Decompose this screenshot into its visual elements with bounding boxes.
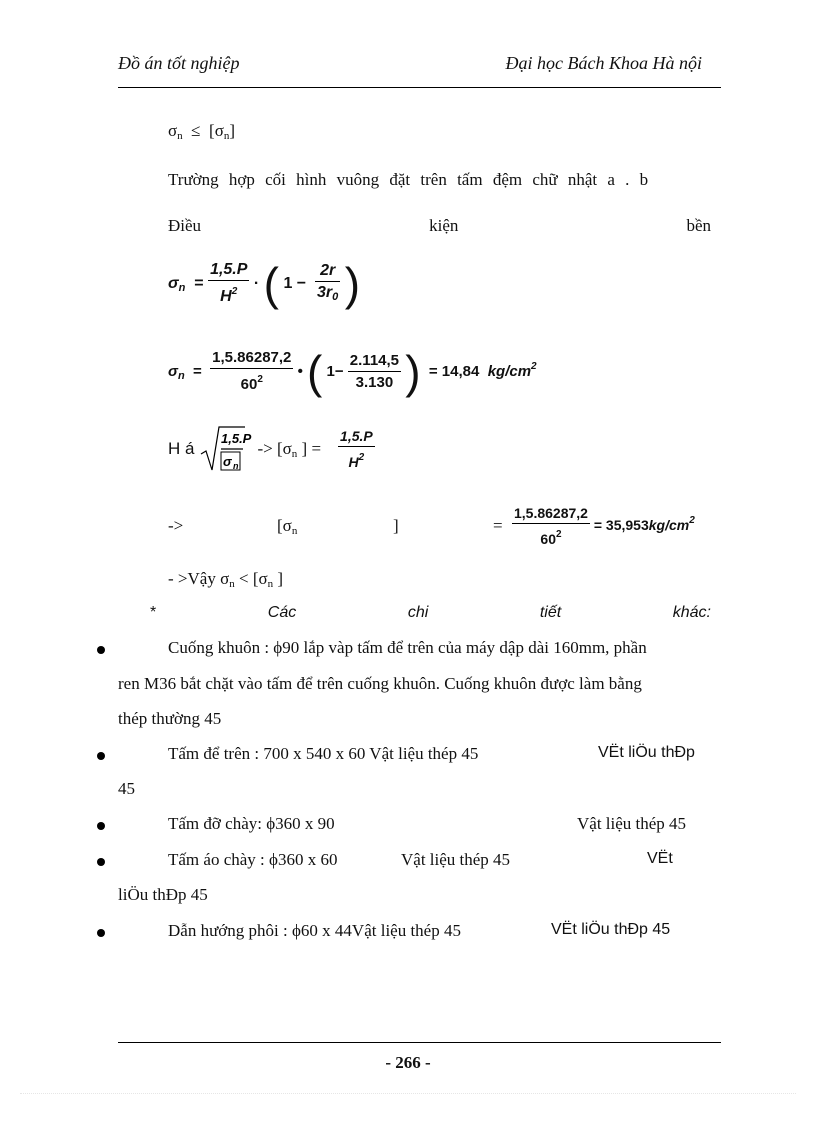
equation-allowable-stress: H á 1,5.P σ n -> [$\sigma_n$ ] = $\frac{1,5.P}{H^2}$ [168,424,375,474]
page-bottom-dotted-line [20,1093,796,1094]
other-details-heading: * Các chi tiết khác: [150,604,711,621]
sqrt-expression [199,424,252,474]
bullet-dot [97,646,105,654]
bullet-dot [97,822,105,830]
footer-rule [118,1042,721,1043]
bullet-dot [97,929,105,937]
header-right-title: Đại học Bách Khoa Hà nội [505,53,702,73]
allowable-bracket-left: [$\sigma_n$ [277,516,298,537]
equals-sign: = [493,516,503,535]
bullet-2-garbled: VËt liÖu thÐp [598,744,695,761]
allowable-bracket-right: ] [393,516,399,535]
conclusion-line: - >Vậy $\sigma_n < [\sigma_n$ ] [168,569,284,590]
sqrt-denominator: σ [222,454,232,469]
equation-stress-value: $\sigma_n$ = $\frac{1,5.86287,2}{60^2}$ • ( 1− $\frac{2.114,5}{3.130}$ ) = 14,84 $kg/cm^2$ [168,346,537,398]
bullet-dot [97,752,105,760]
bullet-4-material: Vật liệu thép 45 [401,850,511,869]
bullet-3-text: Tấm đỡ chày: ϕ360 x 90 [168,814,335,833]
bullet-4-text: Tấm áo chày : ϕ360 x 60 [168,850,338,869]
bullet-5-garbled: VËt liÖu thÐp 45 [551,921,671,938]
bullet-1-line-3: thép thường 45 [118,709,222,728]
bullet-2-continuation: 45 [118,779,135,798]
bullet-dot [97,858,105,866]
bullet-2-text: Tấm để trên : 700 x 540 x 60 Vật liệu thép 45 [168,744,479,763]
word-dieu: Điều [168,216,202,235]
header-rule [118,87,721,88]
strength-condition: $\sigma_n \le [\sigma_n]$ [168,121,236,142]
word-kien: kiện [429,216,459,235]
arrow-line: -> [168,516,184,535]
bullet-5-text: Dẫn hướng phôi : ϕ60 x 44Vật liệu thép 45 [168,921,461,940]
bullet-1-line-1: Cuống khuôn : ϕ90 lắp vàp tấm để trên của máy dập dài 160mm, phần [168,638,647,657]
sqrt-numerator: 1,5.P [220,431,252,446]
bullet-3-material: Vật liệu thép 45 [577,814,687,833]
case-description: Trường hợp cối hình vuông đặt trên tấm đệm chữ nhật a . b [168,170,649,189]
sqrt-denominator-sub: n [232,461,239,471]
page-number: - 266 - [385,1053,431,1072]
equation-allowable-value: $\frac{1,5.86287,2}{60^2}$ = $35,953kg/cm^2$ [514,505,695,547]
bullet-4-continuation: liÖu thÐp 45 [118,885,208,904]
strength-heading [168,216,711,236]
header-left-title: Đồ án tốt nghiệp [118,53,240,73]
equation-stress-formula: $\sigma_n$ = $\frac{1,5.P}{H^2}$ · ( 1 − $\frac{2r}{3r_0}$ ) [168,258,361,310]
word-ben: bền [686,216,711,235]
bullet-4-garbled: VËt [647,850,673,867]
bullet-1-line-2: ren M36 bắt chặt vào tấm để trên cuống khuôn. Cuống khuôn được làm bằng [118,674,642,693]
